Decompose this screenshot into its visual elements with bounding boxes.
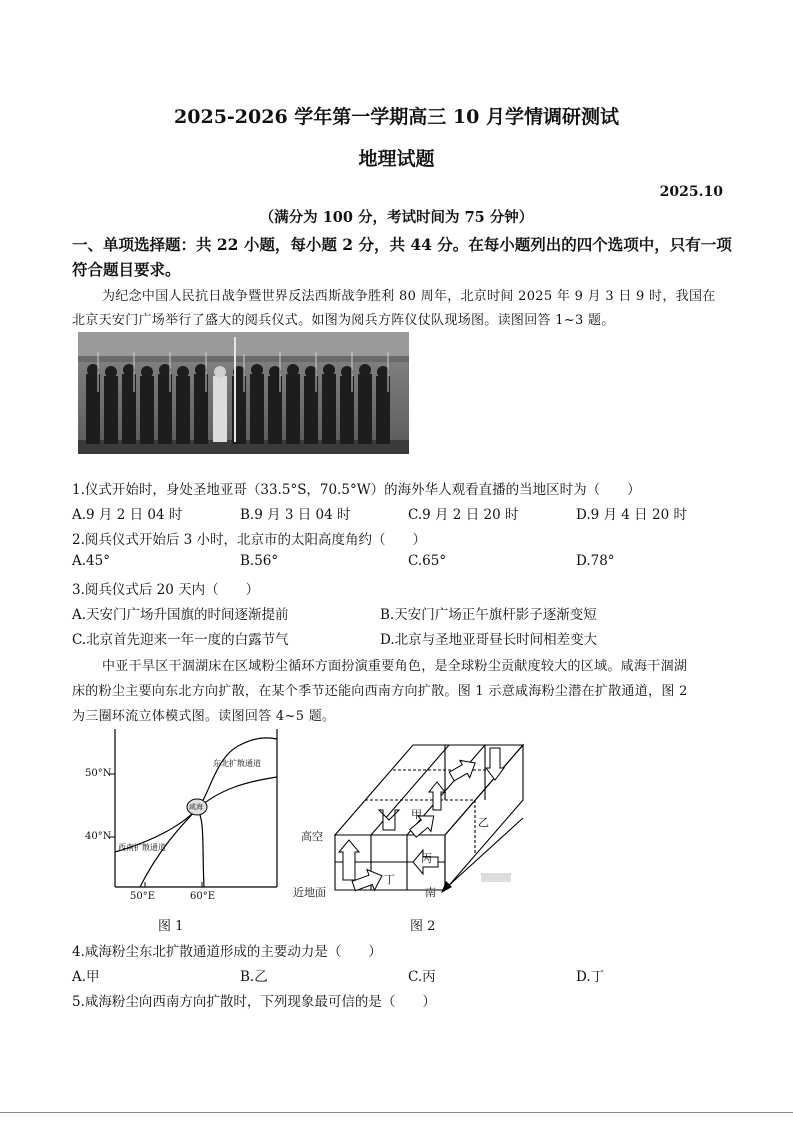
q2-option-b: B.56° — [240, 553, 279, 569]
ne-channel-label: 东北扩散通道 — [213, 759, 261, 768]
q4-option-a: A.甲 — [72, 969, 100, 985]
section-heading-line2: 符合题目要求。 — [72, 260, 181, 279]
figure1-map — [80, 727, 280, 902]
exam-instructions: （满分为 100 分，考试时间为 75 分钟） — [259, 209, 534, 226]
subject-title: 地理试题 — [358, 148, 435, 170]
lat-label-40: 40°N — [85, 831, 112, 842]
q3-option-a: A.天安门广场升国旗的时间逐渐提前 — [72, 607, 289, 623]
fig2-yi-label: 乙 — [478, 816, 489, 829]
figure2-caption: 图 2 — [410, 919, 436, 934]
question-3-stem: 3.阅兵仪式后 20 天内（ ） — [72, 582, 260, 598]
q4-option-b: B.乙 — [240, 969, 268, 985]
q4-option-d: D.丁 — [576, 969, 605, 985]
fig2-bing-label: 丙 — [421, 852, 432, 865]
q3-option-d: D.北京与圣地亚哥昼长时间相差变大 — [380, 632, 598, 648]
lat-label-50: 50°N — [85, 768, 112, 779]
q1-option-c: C.9 月 2 日 20 时 — [408, 507, 519, 523]
fig2-ding-label: 丁 — [384, 873, 395, 886]
exam-title: 2025-2026 学年第一学期高三 10 月学情调研测试 — [174, 106, 619, 128]
q3-option-b: B.天安门广场正午旗杆影子逐渐变短 — [380, 607, 597, 623]
sw-channel-label: 西南扩散通道 — [118, 843, 166, 852]
fig2-south-label: 南 — [425, 886, 436, 899]
q1-option-b: B.9 月 3 日 04 时 — [240, 507, 351, 523]
q4-option-c: C.丙 — [408, 969, 436, 985]
south-direction-arrow — [438, 815, 528, 899]
page-bottom-rule — [0, 1112, 793, 1113]
q1-option-a: A.9 月 2 日 04 时 — [72, 507, 183, 523]
q2-option-a: A.45° — [72, 553, 110, 569]
question-4-stem: 4.咸海粉尘东北扩散通道形成的主要动力是（ ） — [72, 944, 382, 960]
passage1-line1: 为纪念中国人民抗日战争暨世界反法西斯战争胜利 80 周年，北京时间 2025 年 9 月 3 日 9 时，我国在 — [102, 289, 716, 304]
figure1-caption: 图 1 — [158, 919, 184, 934]
aral-sea-label: 咸海 — [189, 803, 203, 811]
passage2-line3: 为三圈环流立体模式图。读图回答 4~5 题。 — [72, 709, 336, 724]
q3-option-c: C.北京首先迎来一年一度的白露节气 — [72, 632, 289, 648]
honor-guard-photo — [78, 332, 409, 454]
lon-label-50: 50°E — [130, 891, 156, 902]
question-2-stem: 2.阅兵仪式开始后 3 小时，北京市的太阳高度角约（ ） — [72, 532, 427, 548]
blur-mark — [481, 873, 511, 882]
lon-label-60: 60°E — [190, 891, 216, 902]
q2-option-c: C.65° — [408, 553, 447, 569]
fig2-ground-label: 近地面 — [293, 886, 326, 899]
q1-option-d: D.9 月 4 日 20 时 — [576, 507, 687, 523]
q2-option-d: D.78° — [576, 553, 615, 569]
question-5-stem: 5.咸海粉尘向西南方向扩散时，下列现象最可信的是（ ） — [72, 994, 436, 1010]
passage1-line2: 北京天安门广场举行了盛大的阅兵仪式。如图为阅兵方阵仪仗队现场图。读图回答 1~3 题。 — [72, 313, 615, 328]
question-1-stem: 1.仪式开始时，身处圣地亚哥（33.5°S，70.5°W）的海外华人观看直播的当地区时为（ ） — [72, 482, 641, 498]
fig2-jia-label: 甲 — [411, 808, 422, 821]
exam-date: 2025.10 — [659, 184, 723, 200]
section-heading-line1: 一、单项选择题：共 22 小题，每小题 2 分，共 44 分。在每小题列出的四个选项中，只有一项 — [72, 235, 732, 254]
passage2-line2: 床的粉尘主要向东北方向扩散，在某个季节还能向西南方向扩散。图 1 示意咸海粉尘潜在扩散通道，图 2 — [72, 684, 688, 699]
passage2-line1: 中亚干旱区干涸湖床在区域粉尘循环方面扮演重要角色，是全球粉尘贡献度较大的区域。咸海干涸湖 — [102, 659, 688, 674]
fig2-high-label: 高空 — [301, 830, 323, 843]
